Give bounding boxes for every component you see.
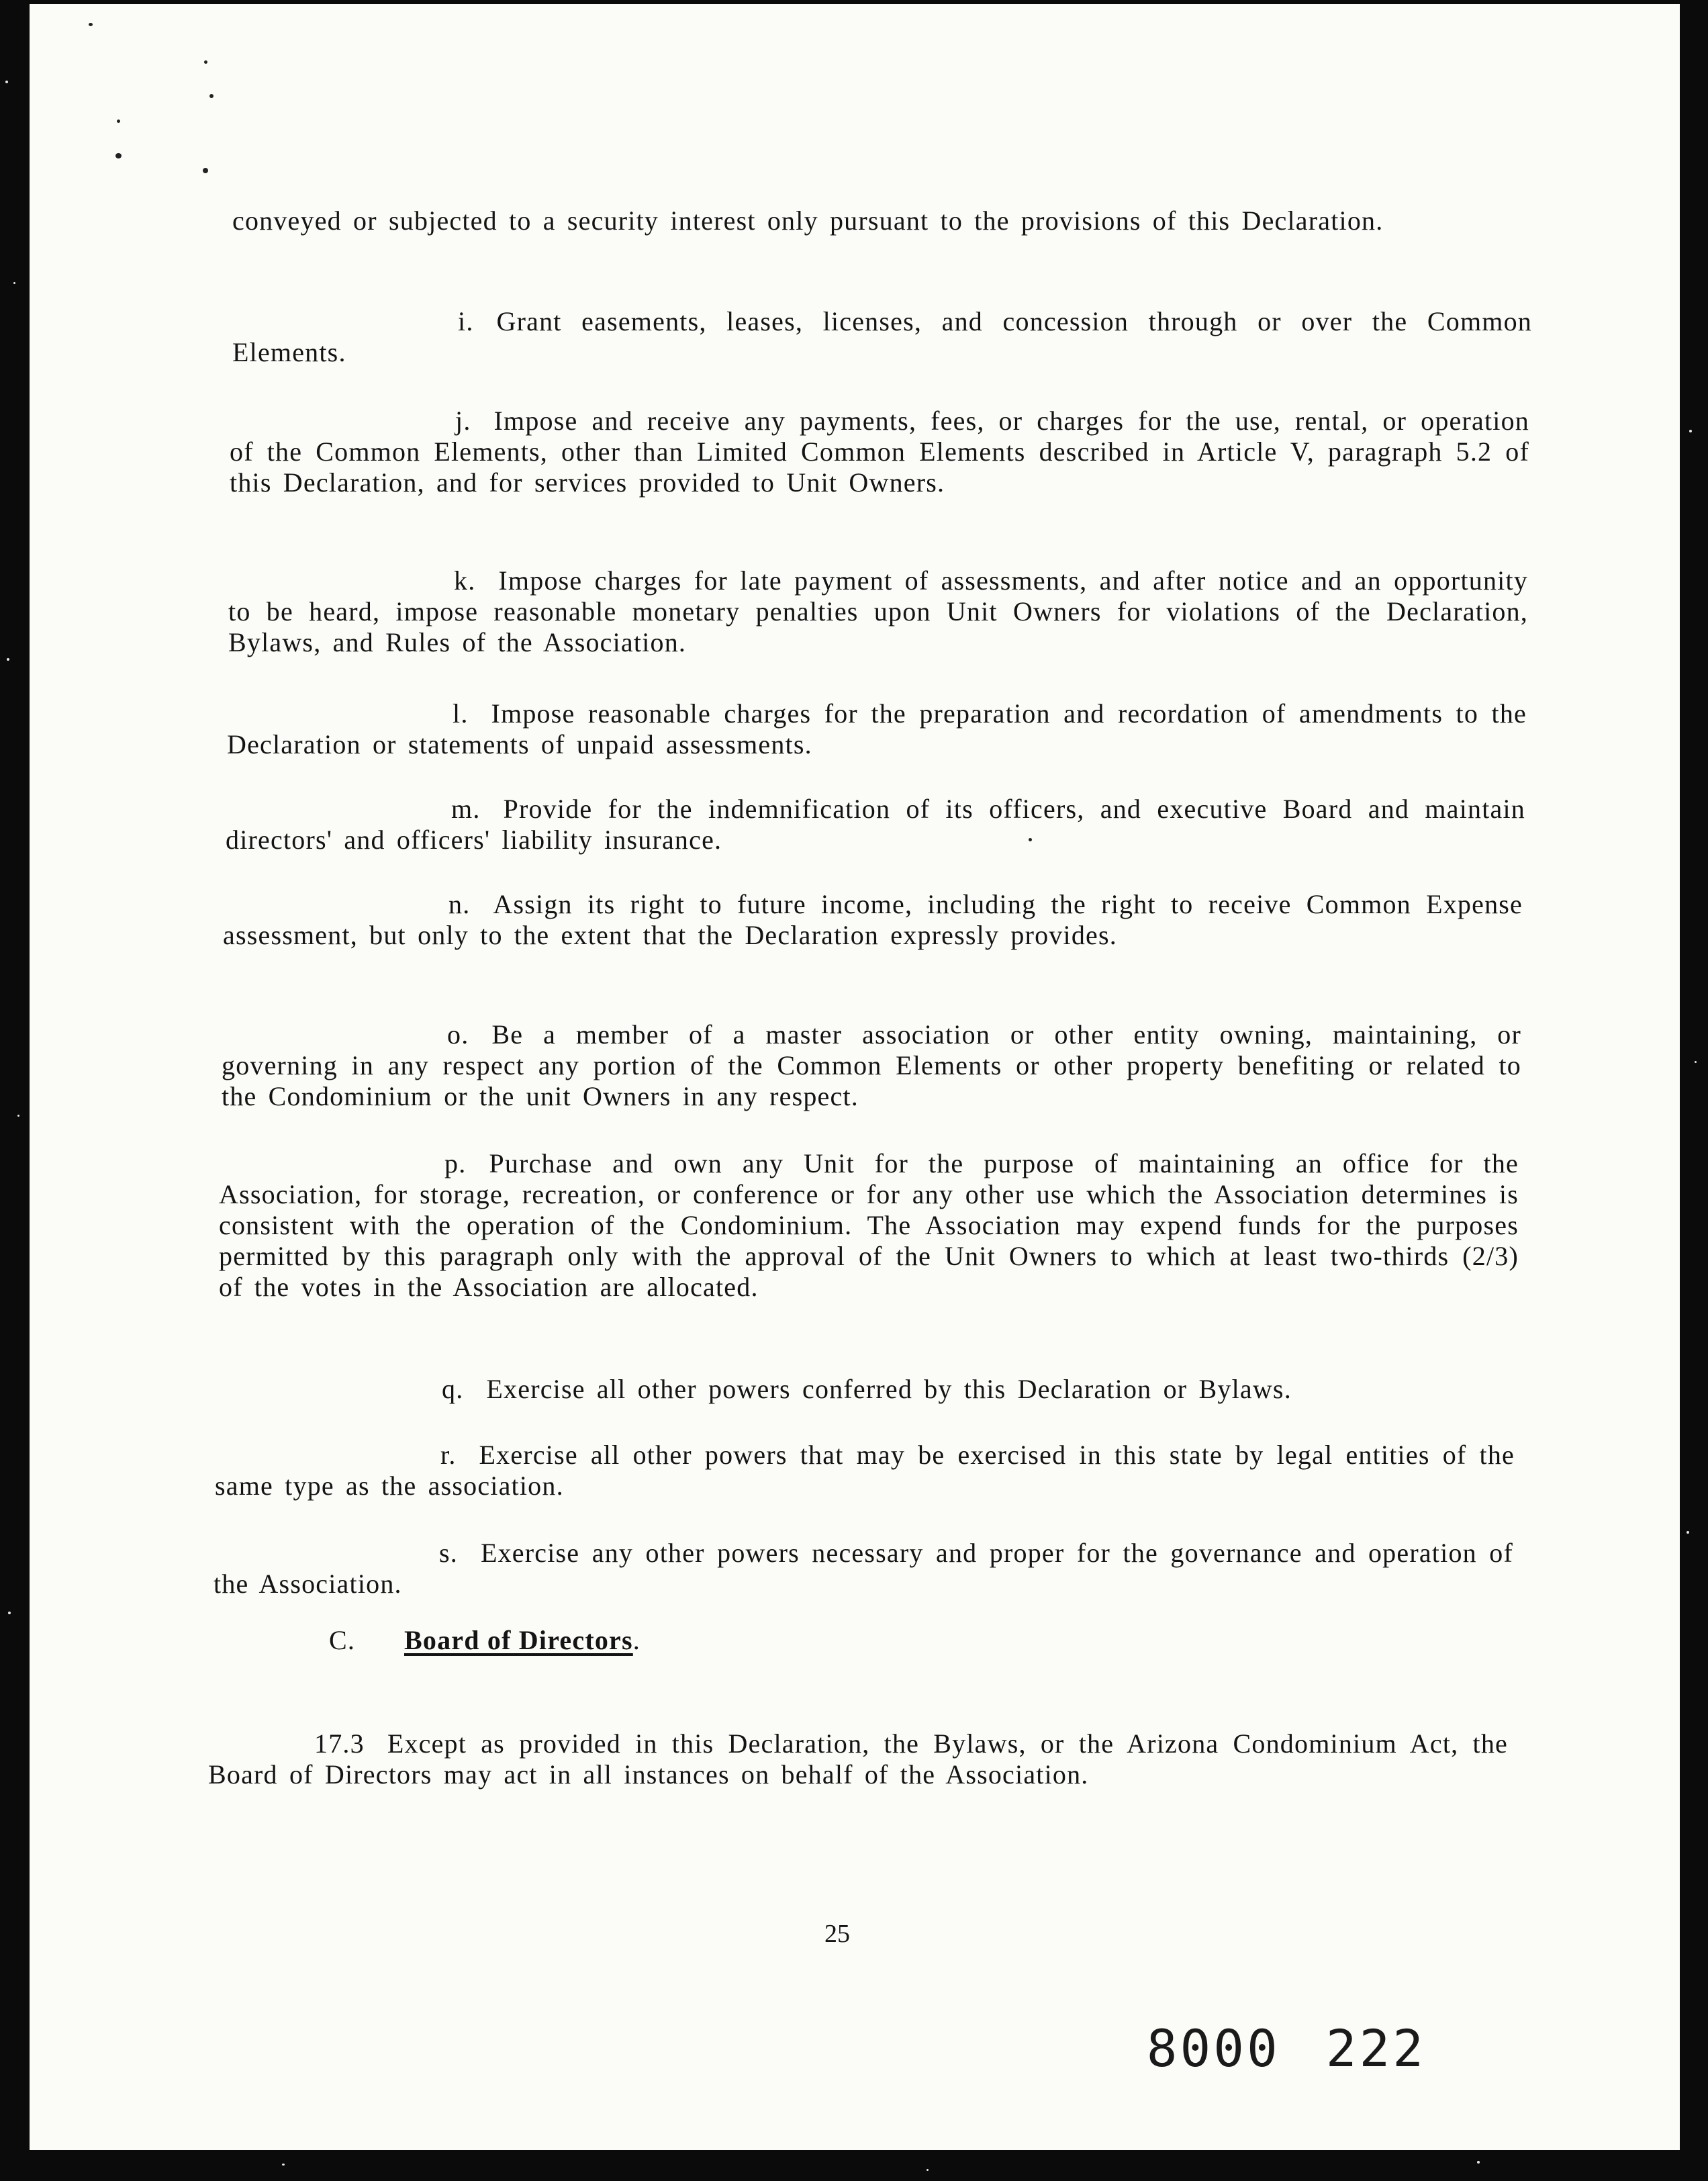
paragraph-n: n. Assign its right to future income, including the right to receive Common Expense assessment, but only to the extent that the Declaration expressly provides. (223, 889, 1523, 950)
section-letter: C. (329, 1625, 356, 1655)
paragraph-k: k. Impose charges for late payment of assessments, and after notice and an opportunity to be heard, impose reasonable monetary penalties upon Unit Owners for violations of the Declaration, Bylaws, and Rules of the Association. (228, 565, 1528, 657)
section-title: Board of Directors (404, 1625, 633, 1655)
paragraph-l: l. Impose reasonable charges for the preparation and recordation of amendments to the Declaration or statements of unpaid assessments. (227, 698, 1527, 759)
section-heading (329, 1625, 640, 1656)
document-code (1147, 2018, 1426, 2078)
clause-17-3: 17.3 Except as provided in this Declaration, the Bylaws, or the Arizona Condominium Act, the Board of Directors may act in all instances on behalf of the Association. (208, 1728, 1508, 1790)
document-code-part1: 8000 (1146, 2018, 1280, 2078)
paragraph-o: o. Be a member of a master association or other entity owning, maintaining, or governing in any respect any portion of the Common Elements or other property benefiting or related to the Condominium or the unit Owners in any respect. (222, 1019, 1521, 1111)
paragraph-j: j. Impose and receive any payments, fees, or charges for the use, rental, or operation of the Common Elements, other than Limited Common Elements described in Article V, paragraph 5.2 of this Declaration, and for services provided to Unit Owners. (230, 406, 1529, 498)
paragraph-r: r. Exercise all other powers that may be exercised in this state by legal entities of the same type as the association. (215, 1440, 1515, 1501)
paragraph-s: s. Exercise any other powers necessary and proper for the governance and operation of the Association. (214, 1538, 1513, 1599)
document-page (30, 4, 1680, 2150)
paragraph-i: i. Grant easements, leases, licenses, and concession through or over the Common Elements. (232, 306, 1532, 367)
paragraph-continuation: conveyed or subjected to a security interest only pursuant to the provisions of this Declaration. (232, 205, 1384, 236)
page-number: 25 (824, 1920, 850, 1948)
paragraph-p: p. Purchase and own any Unit for the purpose of maintaining an office for the Association, for storage, recreation, or conference or for any other use which the Association determines is consistent with the operation of the Condominium. The Association may expend funds for the purposes permitted by this paragraph only with the approval of the Unit Owners to which at least two-thirds (2/3) of the votes in the Association are allocated. (219, 1148, 1519, 1302)
paragraph-q: q. Exercise all other powers conferred by this Declaration or Bylaws. (442, 1374, 1292, 1404)
paragraph-m: m. Provide for the indemnification of its officers, and executive Board and maintain directors' and officers' liability insurance. (226, 794, 1525, 855)
document-code-part2: 222 (1325, 2018, 1426, 2078)
section-title-suffix: . (632, 1625, 640, 1655)
